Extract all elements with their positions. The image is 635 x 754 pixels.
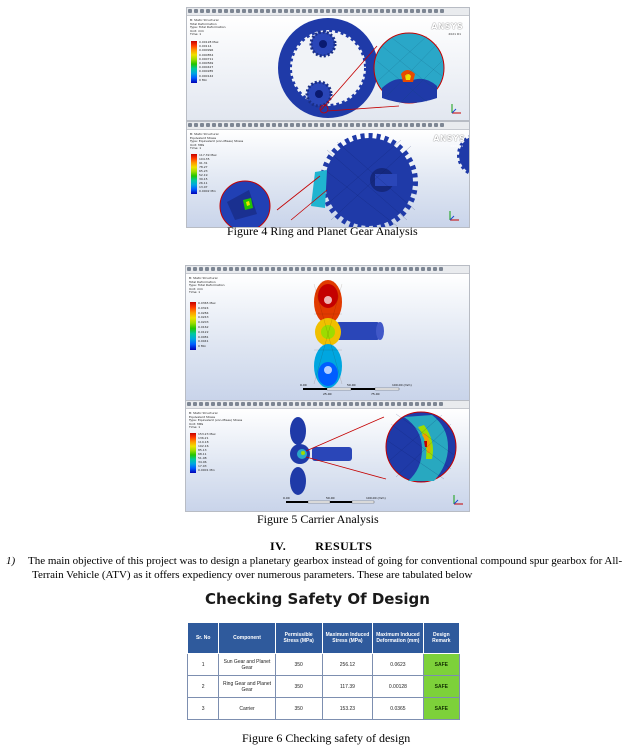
legend-value: 65.23	[199, 169, 208, 173]
legend-value: 0.000427	[199, 65, 214, 70]
carrier-shaft	[312, 447, 352, 461]
info-line: Time: 1	[190, 146, 202, 151]
legend-value: 0.0284	[198, 310, 209, 315]
legend-value: 34.06	[198, 460, 207, 464]
legend-value: 153.23 Max	[198, 432, 216, 436]
legend-value: 68.11	[198, 452, 207, 456]
legend-value: 51.08	[198, 456, 207, 460]
scale-label: 0.00	[300, 383, 307, 387]
legend-value: 102.16	[198, 444, 209, 448]
legend-value: 0.000711	[199, 56, 214, 61]
legend-value: 0.0122	[198, 329, 209, 334]
info-line: Unit: mm	[190, 28, 204, 33]
carrier-center-ring	[321, 325, 335, 339]
legend-value: 0.00114	[199, 44, 212, 49]
figure5-panel-carrier-stress	[185, 400, 470, 512]
legend-value: 0.0324	[198, 305, 209, 310]
cell-design-remark: SAFE	[423, 698, 459, 720]
cell-component: Carrier	[219, 698, 275, 720]
info-line: Type: Equivalent (von-Mises) Stress	[189, 418, 243, 423]
column-header: Permissible Stress (MPa)	[275, 623, 322, 654]
table-header-row	[188, 623, 460, 654]
viewport	[187, 130, 469, 227]
section-title: RESULTS	[315, 539, 373, 553]
legend-value: 26.11	[199, 181, 208, 185]
legend-value: 0.0162	[198, 324, 209, 329]
zoom-gear-teeth	[382, 79, 437, 103]
section-heading	[270, 539, 372, 554]
planet-gear-hub	[315, 90, 323, 98]
figure4-panel-planet-stress	[186, 121, 470, 228]
cell-permissible-stress: 350	[275, 676, 322, 698]
legend-value: 39.15	[199, 177, 208, 181]
legend-value: 91.31	[199, 161, 208, 165]
legend-value: 52.19	[199, 173, 208, 177]
viewport	[186, 409, 469, 511]
info-line: Time: 1	[189, 425, 201, 430]
toolbar	[187, 8, 469, 16]
cell-induced-deformation: 0.00128	[373, 676, 423, 698]
carrier-lobe-bottom	[290, 467, 306, 495]
column-header: Maximum Induced Stress (MPa)	[322, 623, 373, 654]
info-line: Unit: MPa	[189, 421, 204, 426]
info-line: B: Static Structural	[190, 132, 219, 136]
scale-label: 25.00	[323, 392, 332, 396]
carrier-lobe-top	[290, 417, 306, 445]
viewport	[187, 16, 469, 120]
stress-peak	[301, 451, 305, 455]
table-row	[188, 654, 460, 676]
cell-permissible-stress: 350	[275, 654, 322, 676]
ansys-logo: ANSYS	[433, 134, 465, 143]
scale-label: 50.00	[347, 383, 356, 387]
contact-region	[311, 170, 327, 208]
shaft-end	[376, 322, 384, 340]
cell-induced-stress: 153.23	[322, 698, 373, 720]
scale-label: 100.00 (mm)	[366, 496, 386, 500]
legend-value: 117.39 Max	[199, 153, 217, 157]
ansys-version: 2021 R1	[450, 144, 463, 148]
legend-value: 0.0041	[198, 339, 209, 344]
figure6-caption: Figure 6 Checking safety of design	[242, 731, 411, 745]
info-line: B: Static Structural	[189, 276, 218, 280]
table-title: Checking Safety Of Design	[205, 590, 430, 608]
scale-segment	[330, 501, 352, 503]
figure4-panel-ring-deformation	[186, 7, 470, 121]
viewport	[186, 274, 469, 400]
legend-value: 0 Min	[199, 77, 208, 82]
info-line: Type: Total Deformation	[190, 25, 226, 30]
column-header: Component	[219, 623, 275, 654]
gear-body	[325, 138, 413, 226]
safety-table	[187, 622, 460, 720]
toolbar	[186, 266, 469, 274]
axis-triad-icon	[447, 209, 461, 223]
ring-gear-model	[187, 16, 469, 120]
legend-value: 85.13	[198, 448, 207, 452]
carrier-model	[186, 274, 469, 400]
info-line: Type: Total Deformation	[189, 283, 225, 288]
info-line: Equivalent Stress	[190, 135, 217, 140]
planet-gear-model	[187, 130, 469, 227]
cell-induced-stress: 117.39	[322, 676, 373, 698]
legend-value: 0.0365 Max	[198, 301, 216, 305]
info-line: Total Deformation	[190, 21, 217, 26]
gear-shaft	[375, 174, 397, 186]
info-line: Time: 1	[190, 32, 202, 37]
figure5-panel-carrier-deformation	[185, 265, 470, 401]
ansys-version: 2021 R1	[448, 32, 461, 36]
scale-segment	[352, 501, 374, 503]
results-paragraph: The main objective of this project was to design a planetary gearbox instead of going for conventional compound spur gearbox for All-Terrain Vehicle (ATV) as it offers expediency over numerous parameters. These are tabulated below	[28, 555, 623, 581]
cell-design-remark: SAFE	[423, 654, 459, 676]
legend-value: 0.000996	[199, 48, 214, 53]
legend-value: 104.35	[199, 157, 210, 161]
legend-value: 0.000285	[199, 69, 214, 74]
cell-design-remark: SAFE	[423, 676, 459, 698]
legend-value: 0.0203	[198, 320, 209, 325]
info-line: Type: Equivalent (von-Mises) Stress	[190, 139, 244, 144]
legend-value: 119.18	[198, 440, 209, 444]
legend-value: 0 Min	[198, 344, 207, 349]
scale-segment	[327, 388, 351, 390]
carrier-shaft	[336, 322, 380, 340]
cell-sr-no: 1	[188, 654, 219, 676]
toolbar	[187, 122, 469, 130]
legend-value: 0.0081	[198, 334, 209, 339]
results-item-marker: 1)	[6, 555, 16, 567]
info-line: Unit: mm	[189, 286, 203, 291]
axis-triad-icon	[451, 493, 465, 507]
table-row	[188, 698, 460, 720]
cell-permissible-stress: 350	[275, 698, 322, 720]
figure5-caption: Figure 5 Carrier Analysis	[257, 512, 379, 526]
scale-segment	[375, 388, 399, 390]
legend-value: 17.03	[198, 464, 207, 468]
info-line: Equivalent Stress	[189, 414, 216, 419]
carrier-stress-model	[186, 409, 469, 511]
info-line: Unit: MPa	[190, 142, 205, 147]
scale-label: 100.00 (mm)	[392, 383, 412, 387]
column-header: Sr. No	[188, 623, 219, 654]
cell-induced-stress: 256.12	[322, 654, 373, 676]
info-line: B: Static Structural	[190, 18, 219, 22]
scale-label: 75.00	[371, 392, 380, 396]
column-header: Design Remark	[423, 623, 459, 654]
section-number: IV.	[270, 539, 287, 553]
info-line: B: Static Structural	[189, 411, 218, 415]
planet-gear-hub	[319, 40, 327, 48]
toolbar	[186, 401, 469, 409]
cell-induced-deformation: 0.0365	[373, 698, 423, 720]
legend-value: 136.21	[198, 436, 209, 440]
carrier-hole	[324, 296, 332, 304]
figure4-caption: Figure 4 Ring and Planet Gear Analysis	[227, 224, 418, 238]
legend-value: 0.0002 Min	[199, 189, 216, 193]
cell-induced-deformation: 0.0623	[373, 654, 423, 676]
zoom-line	[306, 417, 384, 451]
scale-label: 0.00	[283, 496, 290, 500]
cell-component: Ring Gear and Planet Gear	[219, 676, 275, 698]
cell-sr-no: 2	[188, 676, 219, 698]
cell-component: Sun Gear and Planet Gear	[219, 654, 275, 676]
scale-segment	[308, 501, 330, 503]
info-line: Time: 1	[189, 290, 201, 295]
scale-label: 50.00	[326, 496, 335, 500]
axis-triad-icon	[449, 102, 463, 116]
legend-value: 0.0243	[198, 315, 209, 320]
carrier-hole	[324, 366, 332, 374]
ansys-logo: ANSYS	[431, 22, 463, 31]
column-header: Maximum Induced Deformation (mm)	[373, 623, 423, 654]
legend-value: 0.000854	[199, 52, 214, 57]
scale-segment	[286, 501, 308, 503]
table-row	[188, 676, 460, 698]
legend-value: 78.27	[199, 165, 208, 169]
scale-segment	[303, 388, 327, 390]
info-line: Total Deformation	[189, 279, 216, 284]
legend-value: 0.00128 Max	[199, 40, 219, 44]
cell-sr-no: 3	[188, 698, 219, 720]
legend-value: 0.000569	[199, 61, 214, 66]
legend-value: 0.0001 Min	[198, 468, 215, 472]
legend-value: 13.07	[199, 185, 208, 189]
scale-segment	[351, 388, 375, 390]
legend-value: 0.000142	[199, 73, 214, 78]
